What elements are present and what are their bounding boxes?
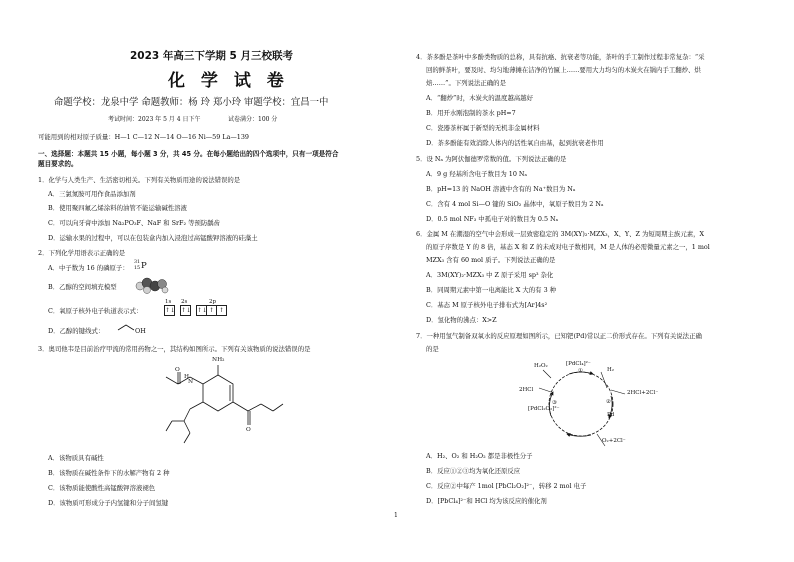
oseltamivir-amide-n: N xyxy=(188,379,194,385)
q6-option-d: D．氢化物的沸点：X>Z xyxy=(426,316,497,324)
oseltamivir-amide-h: H xyxy=(184,374,190,380)
q6-option-b: B．同周期元素中第一电离能比 X 大的有 3 种 xyxy=(426,286,557,294)
q2-a-mass-number: 31 xyxy=(134,260,141,265)
q4-option-b: B．用开水刚泡制的茶水 pH=7 xyxy=(426,109,516,117)
right-column xyxy=(416,0,772,562)
q7-option-a: A．H₂、O₂ 和 H₂O₂ 都是非极性分子 xyxy=(426,452,533,460)
q5-option-a: A．9 g 羟基所含电子数目为 10 Nₐ xyxy=(426,170,527,178)
q3-stem: 3．奥司他韦是目前治疗甲流的常用药物之一，其结构如图所示。下列有关该物质的说法错误的是 xyxy=(38,345,311,353)
q4-stem-line3: 焙……”。下列说法正确的是 xyxy=(426,79,506,87)
ethanol-space-filling-model xyxy=(134,278,168,294)
q1-option-d: D．运输水果的过程中，可以在包装盒内加入浸泡过高锰酸钾溶液的硅藻土 xyxy=(48,234,258,242)
cycle-2hcl-label: 2HCl xyxy=(519,387,534,393)
oseltamivir-carbonyl-o: O xyxy=(175,367,180,373)
q3-option-b: B．该物质在碱性条件下的水解产物有 2 种 xyxy=(48,469,170,477)
orbital-label-1s: 1s xyxy=(165,299,172,305)
q4-option-d: D．茶多酚能有效消除人体内的活性氧自由基，起到抗衰老作用 xyxy=(426,139,604,147)
q6-stem-line2: 的原子序数是 Y 的 8 倍，基态 X 和 Z 的未成对电子数相同，M 是人体的必需微量元素之一，1 mol xyxy=(426,243,710,251)
exam-time: 考试时间：2023 年 5 月 4 日下午 xyxy=(108,116,201,123)
q4-stem-line2: 回的鲜茶叶，要及时、均匀地薄摊在洁净的竹匾上……要用大力均匀的木炭火在锅内手工翻炒、烘 xyxy=(426,66,701,74)
q4-option-a: A．“翻炒”时，木炭火的温度越高越好 xyxy=(426,94,534,102)
q2-a-element-symbol: P xyxy=(141,261,147,271)
page-number: 1 xyxy=(394,512,398,519)
cycle-pd-label: Pd xyxy=(607,412,615,418)
q7-option-c: C．反应②中每产 1mol [PbCl₂O₂]²⁻，转移 2 mol 电子 xyxy=(426,482,587,490)
q6-option-c: C．基态 M 原子核外电子排布式为[Ar]4s² xyxy=(426,301,548,309)
q3-option-d: D．该物质可形成分子内氢键和分子间氢键 xyxy=(48,499,169,507)
q1-option-a: A．三氯氮胺可用作食品添加剂 xyxy=(48,190,136,198)
q7-option-b: B．反应①②③均为氧化还原反应 xyxy=(426,467,521,475)
q2-a-atomic-number: 15 xyxy=(134,266,141,271)
cycle-step-3: ③ xyxy=(552,400,557,406)
cycle-o2-label: O₂+2Cl⁻ xyxy=(602,438,626,444)
q2-stem: 2．下列化学用语表示正确的是 xyxy=(38,249,126,257)
cycle-2hcl-2cl-label: 2HCl+2Cl⁻ xyxy=(627,390,659,396)
orbital-box-2p-3: ↑ xyxy=(216,305,227,316)
q4-stem: 4．茶多酚是茶叶中多酚类物质的总称，具有抗癌、抗衰老等功能，茶叶的手工制作过程非常复杂：“采 xyxy=(416,53,705,61)
q1-stem: 1．化学与人类生产、生活密切相关。下列有关物质用途的说法错误的是 xyxy=(38,176,241,184)
q7-option-d: D．[PbCl₄]²⁻和 HCl 均为该反应的催化剂 xyxy=(426,497,547,505)
q5-option-c: C．含有 4 mol Si—O 键的 SiO₂ 晶体中，氧原子数目为 2 Nₐ xyxy=(426,200,604,208)
skeletal-oh-label: OH xyxy=(135,327,146,335)
authors-line: 命题学校：龙泉中学 命题教师：杨 玲 郑小玲 审题学校：宜昌一中 xyxy=(54,97,329,108)
orbital-box-2s: ↑↓ xyxy=(181,307,192,314)
q3-option-a: A．该物质具有碱性 xyxy=(48,454,104,462)
q1-option-b: B．使用聚四氟乙烯涂料的油管不能运输碱性溶液 xyxy=(48,204,187,212)
orbital-box-2p-1: ↑↓ xyxy=(197,307,208,314)
q6-stem-line3: MZX₃ 含有 60 mol 质子。下列说法正确的是 xyxy=(426,256,556,264)
q7-stem-line2: 的是 xyxy=(426,345,439,353)
orbital-label-2p: 2p xyxy=(209,299,217,305)
exam-title: 2023 年高三下学期 5 月三校联考 xyxy=(130,50,293,62)
q6-stem: 6．金属 M 在潮湿的空气中会形成一层致密稳定的 3M(XY)₂·MZX₃，X、Y、Z 为短周期主族元素，X xyxy=(416,230,705,238)
q7-stem: 7．一种用氢气制备双氧水的反应原理如图所示，已知钯(Pd)常以正二价形式存在。下列有关说法正确 xyxy=(416,332,702,340)
oseltamivir-nh2: NH₂ xyxy=(212,357,225,363)
atomic-masses: 可能用到的相对原子质量：H—1 C—12 N—14 O—16 Ni—59 La—139 xyxy=(38,133,249,141)
q2-option-c: C．氧原子核外电子轨道表示式： xyxy=(48,307,143,315)
subject-title: 化 学 试 卷 xyxy=(168,71,289,91)
q2-option-b: B．乙醇的空间填充模型 xyxy=(48,283,117,291)
cycle-pdcl2o2-label: [PdCl₂O₂]²⁻ xyxy=(528,406,560,412)
q4-option-c: C．瓷器茶杯属于新型的无机非金属材料 xyxy=(426,124,540,132)
q5-option-b: B．pH=13 的 NaOH 溶液中含有的 Na⁺数目为 Nₐ xyxy=(426,185,576,193)
q6-option-a: A．3M(XY)₂·MZX₃ 中 Z 原子采用 sp³ 杂化 xyxy=(426,271,554,279)
cycle-h2o2-label: H₂O₂ xyxy=(534,363,548,369)
q5-option-d: D．0.5 mol NF₃ 中孤电子对的数目为 0.5 Nₐ xyxy=(426,215,559,223)
cycle-step-1: ① xyxy=(578,368,583,374)
cycle-pdcl4-label: [PdCl₄]²⁻ xyxy=(566,361,591,367)
orbital-box-2p-2: ↑ xyxy=(206,305,217,316)
section1-heading: 一、选择题：本题共 15 小题，每小题 3 分，共 45 分。在每小题给出的四个选项中，只有一项是符合 xyxy=(38,150,339,158)
cycle-step-2: ② xyxy=(606,399,611,405)
section1-heading-cont: 题目要求的。 xyxy=(38,160,78,168)
left-column xyxy=(38,0,390,562)
cycle-h2-label: H₂ xyxy=(607,367,615,373)
q1-option-c: C．可以向牙膏中添加 Na₂PO₃F、NaF 和 SrF₂ 等预防龋齿 xyxy=(48,219,221,227)
oseltamivir-ester-o: O xyxy=(246,427,251,433)
orbital-label-2s: 2s xyxy=(181,299,188,305)
q2-option-a: A．中子数为 16 的磷原子： xyxy=(48,264,129,272)
q5-stem: 5．设 Nₐ 为阿伏伽德罗常数的值。下列说法正确的是 xyxy=(416,155,567,163)
full-score: 试卷满分：100 分 xyxy=(228,116,278,123)
q2-option-d: D．乙醇的键线式： xyxy=(48,327,105,335)
q3-option-c: C．该物质能使酸性高锰酸钾溶液褪色 xyxy=(48,484,156,492)
orbital-box-1s: ↑↓ xyxy=(165,307,176,314)
